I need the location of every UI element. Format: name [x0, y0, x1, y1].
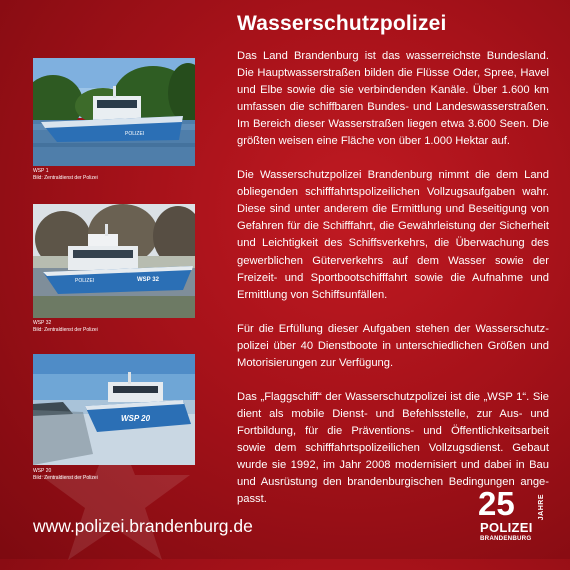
photo-caption-1 [33, 168, 98, 181]
wsp-32-hull-label: POLIZEI [75, 278, 95, 284]
photo-caption-1-credit: Bild: Zentraldienst der Polizei [33, 174, 98, 181]
photo-wsp-20 [33, 354, 195, 465]
logo-state: BRANDENBURG [480, 535, 532, 542]
wsp-32-hull-number: WSP 32 [137, 277, 159, 283]
paragraph-duties: Die Wasserschutzpolizei Brandenburg nimmt die dem Land obliegenden schifffahrtspolizeilichen Vollzugsaufgaben wahr. Diese sind unter anderem die Ermittlung und Beseitigung von Gefahren für die Schifffahrt, die Gewährleistung der Sicherheit und Leichtigkeit des Schiffsverkehrs, die Überwachung des gewerblichen Güterverkehrs auf dem Wasser sowie der Freizeit- und Sportbootschifffahrt sowie die Aufnahme und Ermittlung von Schiffsunfällen. [237, 169, 549, 301]
photo-wsp-1 [33, 58, 195, 166]
logo-years: JAHRE [538, 494, 545, 521]
wsp-1-hull-text: POLIZEI [125, 131, 145, 137]
photo-caption-2-credit: Bild: Zentraldienst der Polizei [33, 326, 98, 333]
photo-caption-2-name: WSP 32 [33, 320, 52, 326]
photo-caption-3-name: WSP 20 [33, 468, 52, 474]
paragraph-fleet: Für die Erfüllung dieser Aufgaben stehen der Wasserschutzpolizei über 40 Dienstboote in unterschiedlichen Größen und Motorisierungen zur Verfügung. [237, 322, 549, 369]
paragraph-waterways: Das Land Brandenburg ist das wasserreichste Bundesland. Die Hauptwasserstraßen bilden die Flüsse Oder, Spree, Havel und Elbe sowie die sie verbindenden Kanäle. Über 1.600 km umfassen die schiffbaren Bundes- und Landeswasserstraßen. Im Bereich dieser Wasserstraßen liegen etwa 3.600 Seen. Die größten weisen eine Fläche von über 1.000 Hektar auf. [237, 50, 549, 148]
photo-caption-1-name: WSP 1 [33, 168, 49, 174]
paragraph-flagship: Das „Flaggschiff“ der Wasserschutzpolizei ist die „WSP 1“. Sie dient als mobile Dienst- und Befehlsstelle, zur Aus- und Fortbildung, für die Präventions- und Öffentlichkeitsarbeit sowie dem schifffahrtspolizeilichen Vollzugsdienst. Gebaut wurde sie 1992, im Jahr 2008 modernisiert und dabei in Bau und Ausrüstung den brandenburgischen Bedingungen angepasst. [237, 390, 549, 506]
logo-number: 25 [478, 485, 515, 522]
website-url[interactable]: www.polizei.brandenburg.de [33, 516, 253, 536]
page-title: Wasserschutzpolizei [237, 12, 447, 35]
wsp-20-hull-number: WSP 20 [121, 414, 151, 423]
article-body [237, 48, 549, 525]
logo-word: POLIZEI [480, 520, 533, 535]
photo-wsp-32 [33, 204, 195, 318]
anniversary-logo [478, 487, 558, 547]
photo-caption-3-credit: Bild: Zentraldienst der Polizei [33, 474, 98, 481]
photo-caption-3 [33, 468, 98, 481]
photo-caption-2 [33, 320, 98, 333]
